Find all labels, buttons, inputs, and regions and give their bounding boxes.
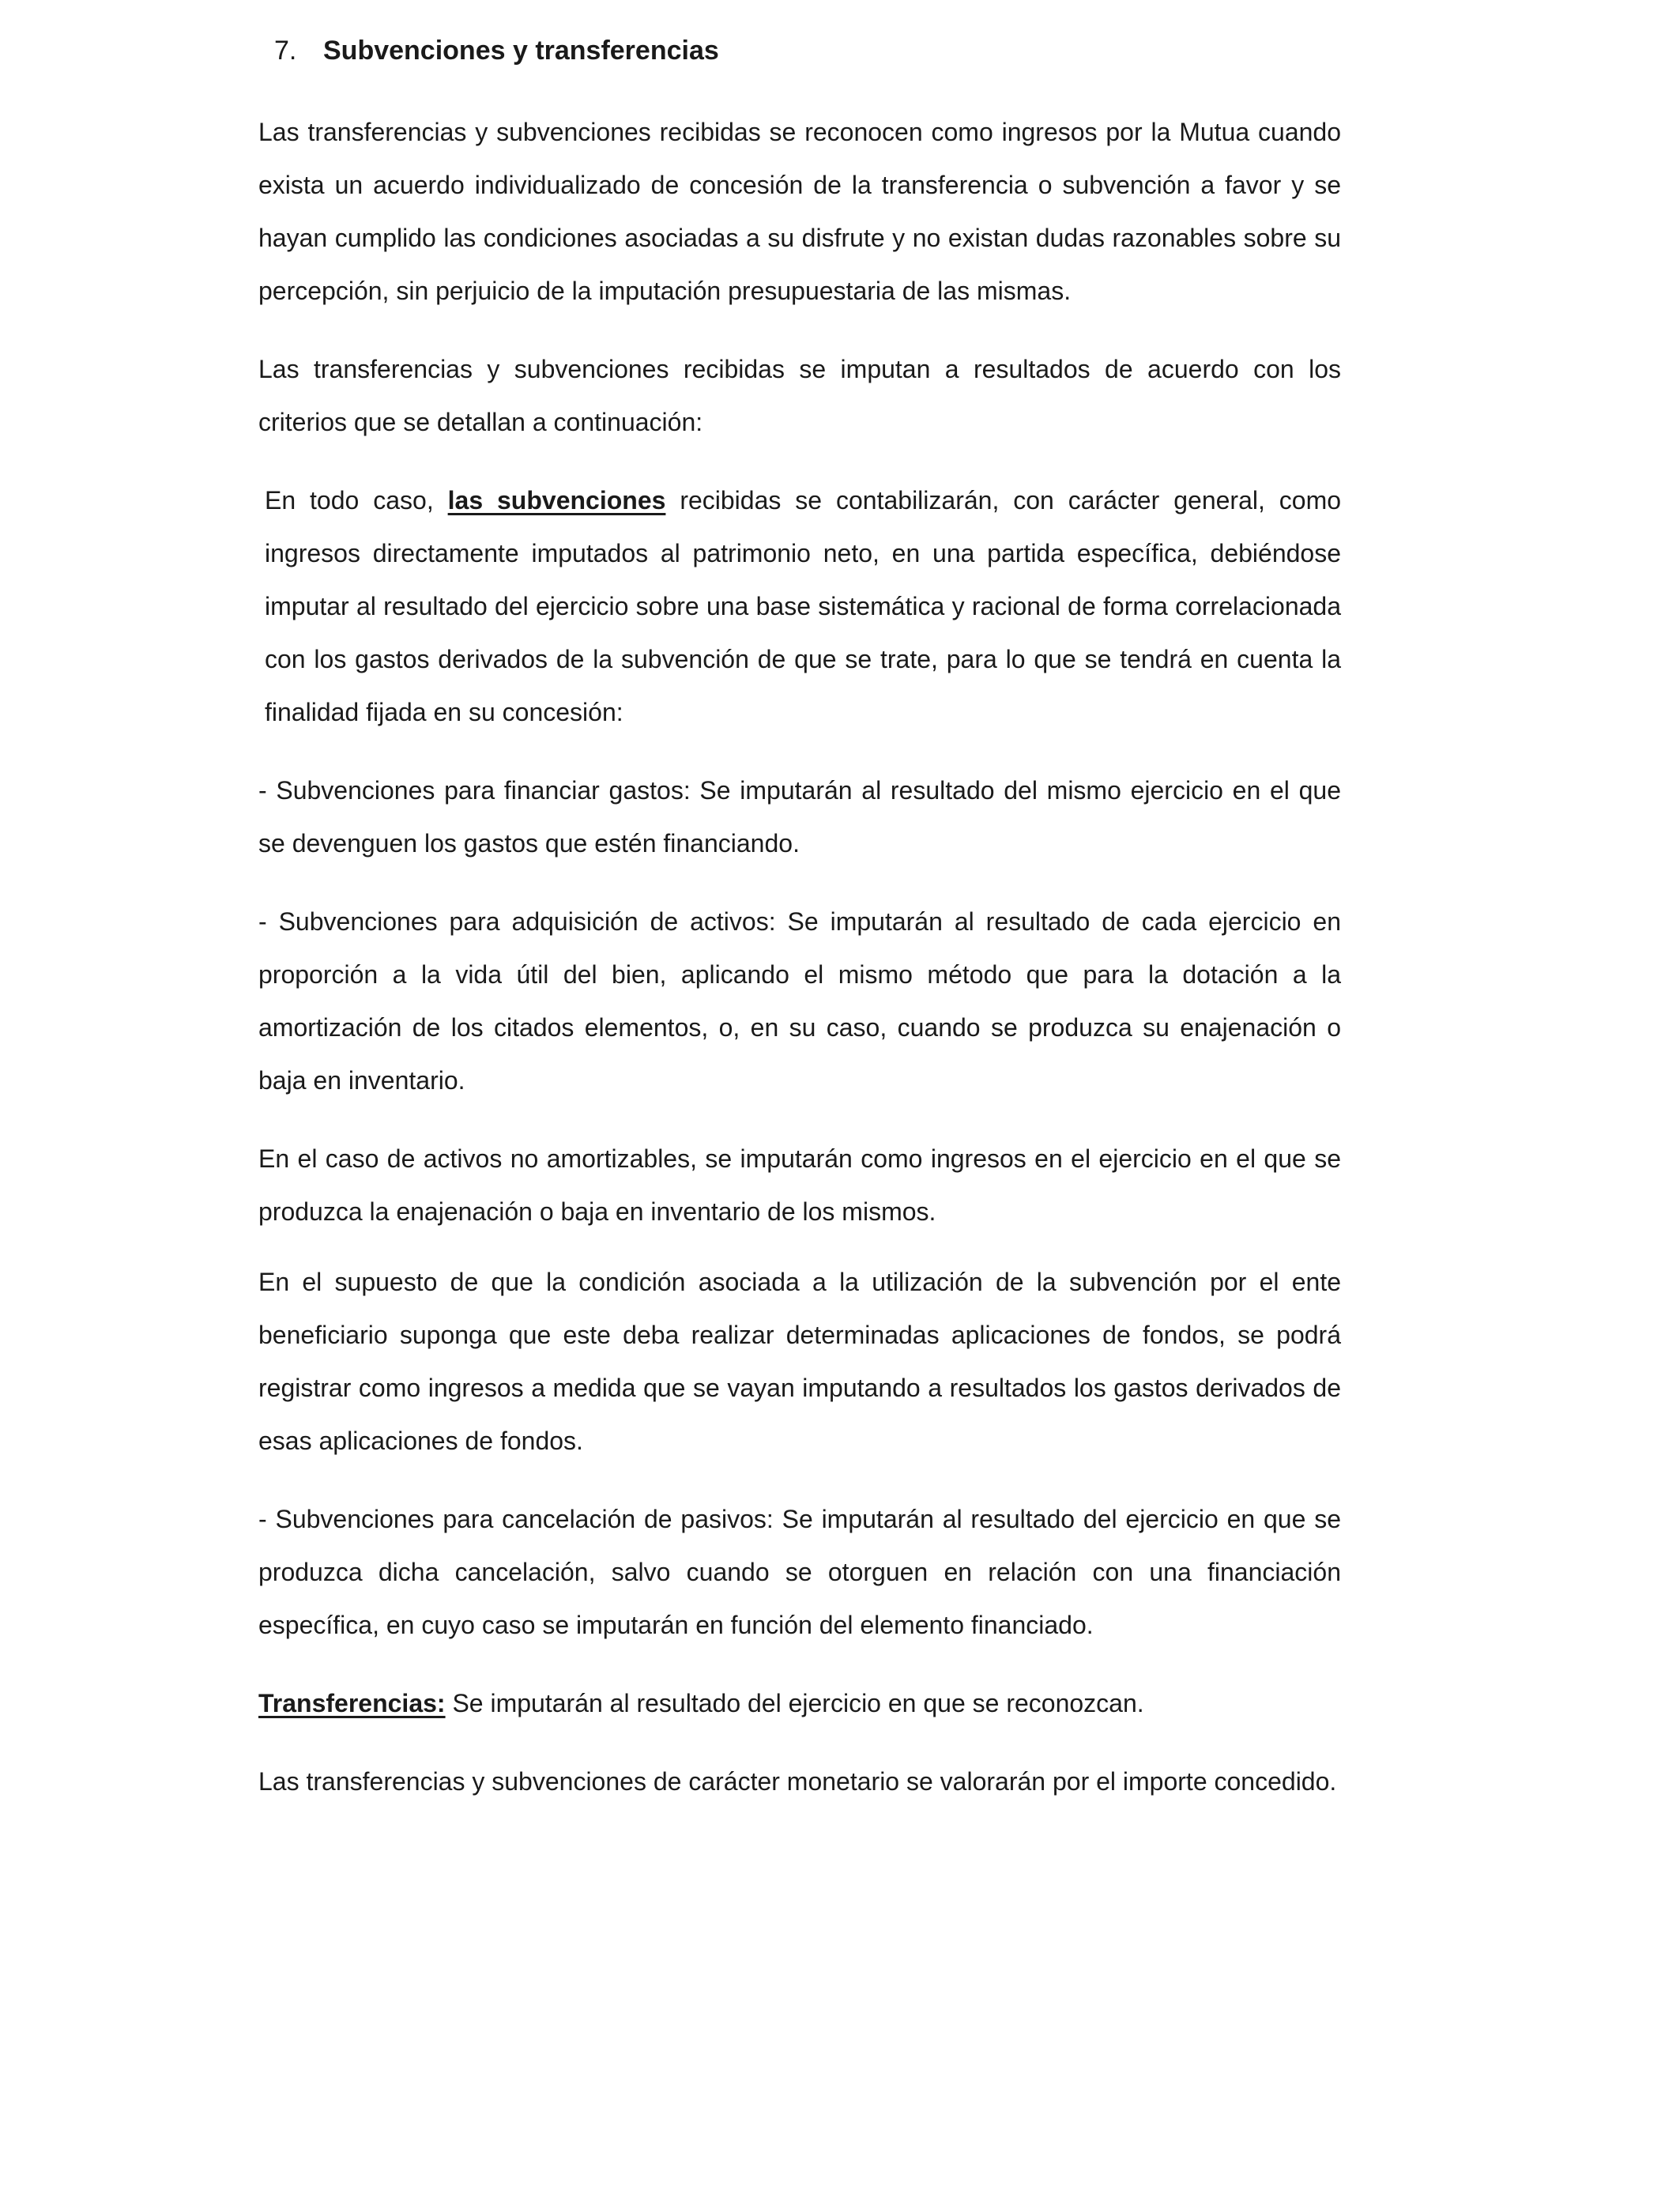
paragraph-transferencias <box>258 1677 1341 1730</box>
section-number: 7. <box>274 36 297 66</box>
paragraph-rest: Se imputarán al resultado del ejercicio en que se reconozcan. <box>445 1689 1144 1717</box>
paragraph-prefix: En todo caso, <box>265 486 448 515</box>
paragraph-cancelacion-pasivos: - Subvenciones para cancelación de pasivos: Se imputarán al resultado del ejercicio en que se produzca dicha cancelación, salvo cuando se otorguen en relación con una financiación específica, en cuyo caso se imputarán en función del elemento financiado. <box>258 1505 1341 1639</box>
emphasis-transferencias: Transferencias: <box>258 1689 446 1717</box>
paragraph-financiar-gastos: - Subvenciones para financiar gastos: Se imputarán al resultado del mismo ejercicio en el que se devenguen los gastos que estén financiando. <box>258 776 1341 858</box>
paragraph-subvenciones-general <box>258 474 1341 739</box>
document-page <box>258 32 1341 1834</box>
paragraph-supuesto-condicion: En el supuesto de que la condición asociada a la utilización de la subvención por el ente beneficiario suponga que este deba realizar determinadas aplicaciones de fondos, se podrá registrar como ingresos a medida que se vayan imputando a resultados los gastos derivados de esas aplicaciones de fondos. <box>258 1268 1341 1455</box>
section-heading <box>274 32 1341 70</box>
section-title: Subvenciones y transferencias <box>323 36 719 66</box>
paragraph-activos-no-amortizables: En el caso de activos no amortizables, se imputarán como ingresos en el ejercicio en el que se produzca la enajenación o baja en inventario de los mismos. <box>258 1144 1341 1226</box>
paragraph-adquisicion-activos: - Subvenciones para adquisición de activos: Se imputarán al resultado de cada ejercicio en proporción a la vida útil del bien, aplicando el mismo método que para la dotación a la amortización de los citados elementos, o, en su caso, cuando se produzca su enajenación o baja en inventario. <box>258 907 1341 1095</box>
paragraph-imputation-intro: Las transferencias y subvenciones recibidas se imputan a resultados de acuerdo con los criterios que se detallan a continuación: <box>258 355 1341 436</box>
paragraph-recognition: Las transferencias y subvenciones recibidas se reconocen como ingresos por la Mutua cuando exista un acuerdo individualizado de concesión de la transferencia o subvención a favor y se hayan cumplido las condiciones asociadas a su disfrute y no existan dudas razonables sobre su percepción, sin perjuicio de la imputación presupuestaria de las mismas. <box>258 118 1341 305</box>
emphasis-las-subvenciones: las subvenciones <box>447 486 666 515</box>
paragraph-valoracion: Las transferencias y subvenciones de carácter monetario se valorarán por el importe concedido. <box>258 1767 1337 1796</box>
paragraph-rest: recibidas se contabilizarán, con carácter general, como ingresos directamente imputados al patrimonio neto, en una partida específica, debiéndose imputar al resultado del ejercicio sobre una base sistemática y racional de forma correlacionada con los gastos derivados de la subvención de que se trate, para lo que se tendrá en cuenta la finalidad fijada en su concesión: <box>265 486 1342 726</box>
